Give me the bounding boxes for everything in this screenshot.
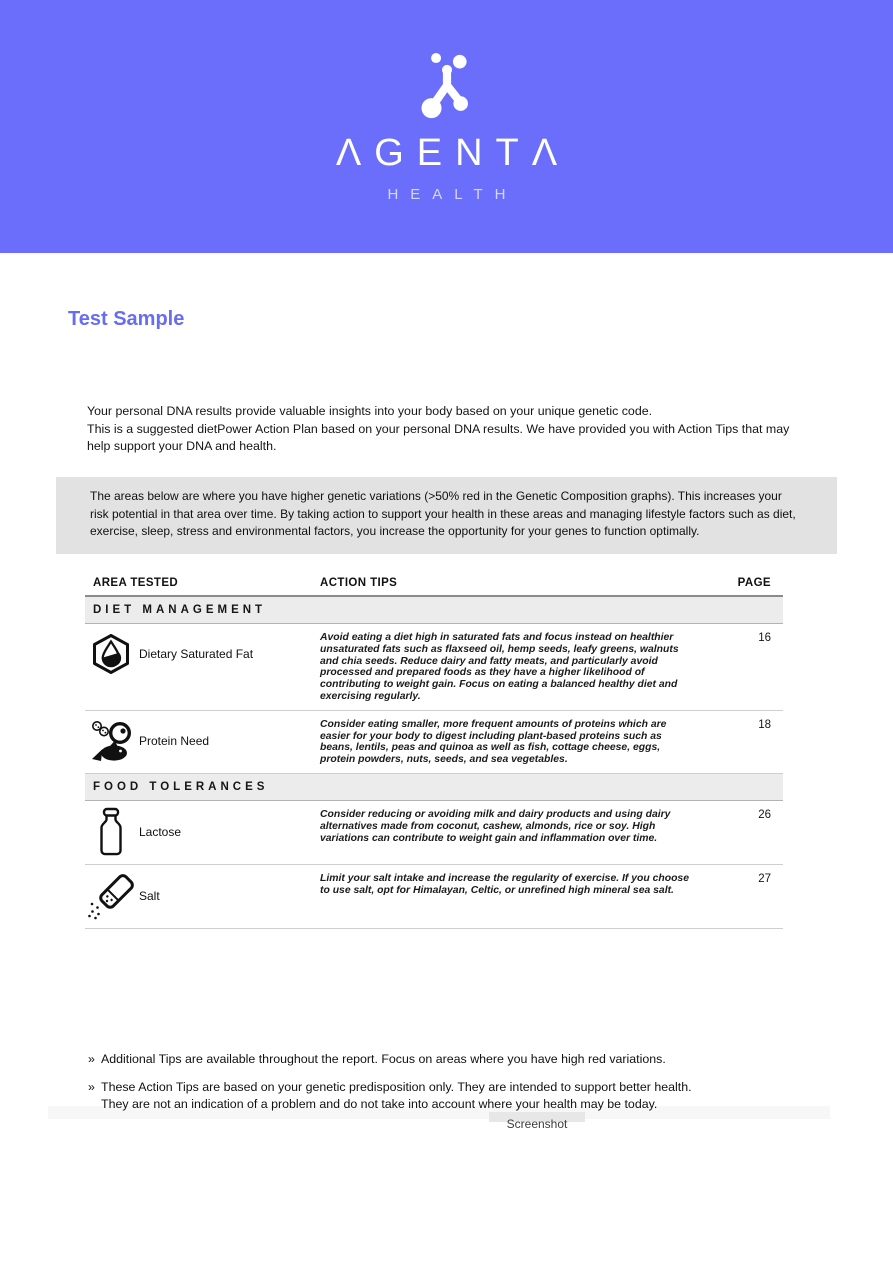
area-label: Lactose [139,824,182,839]
brand-header [0,0,893,253]
footnote-marker: » [88,1080,95,1094]
column-header-page: PAGE [737,577,771,589]
column-header-action-tips: ACTION TIPS [320,577,398,589]
area-tested-cell [85,807,320,857]
page-number: 27 [758,872,771,885]
action-tips-cell: Limit your salt intake and increase the regularity of exercise. If you choose to use salt, opt for Himalayan, Celtic, or unrefined high mineral sea salt. [320,872,689,896]
table-row [85,624,783,711]
page-cutoff-shadow [48,1106,830,1119]
intro-paragraphs [87,403,805,456]
table-row [85,711,783,774]
page-number: 26 [758,808,771,821]
info-callout: The areas below are where you have higher genetic variations (>50% red in the Genetic Composition graphs). This increases your risk potential in that area over time. By taking action to support your health in these areas and managing lifestyle factors such as diet, exercise, sleep, stress and environmental factors, you increase the opportunity for your genes to function optimally. [56,477,837,554]
footnote-marker: » [88,1052,95,1066]
table-header-row [85,577,783,597]
section-header: FOOD TOLERANCES [85,774,783,801]
protein-icon [85,718,137,764]
molecule-icon [404,48,490,130]
footnote-text: Additional Tips are available throughout the report. Focus on areas where you have high red variations. [101,1052,666,1066]
area-label: Protein Need [139,733,210,748]
page-number: 18 [758,718,771,731]
section-header: DIET MANAGEMENT [85,597,783,624]
footnote-text: These Action Tips are based on your genetic predisposition only. They are intended to support better health. They are not an indication of a problem and do not take into account where your health may be today. [101,1080,692,1111]
action-tips-cell: Avoid eating a diet high in saturated fats and focus instead on healthier unsaturated fats such as flaxseed oil, hemp seeds, leafy greens, walnuts and chia seeds. Reduce dairy and fatty meats, and particularly avoid processed and prepared foods as they have a higher likelihood of contributing to weight gain. Focus on eating a balanced healthy diet and exercising regularly. [320,632,679,702]
area-label: Salt [139,888,160,903]
page-number: 16 [758,632,771,644]
table-row [85,865,783,929]
area-tested-cell [85,871,320,921]
table-body [85,597,783,929]
area-tested-cell [85,717,320,765]
brand-subtitle: HEALTH [387,186,518,203]
intro-paragraph-1: Your personal DNA results provide valuable insights into your body based on your unique genetic code. [87,404,653,418]
area-tested-cell [85,630,320,678]
lactose-icon [85,807,137,857]
action-tips-table [85,577,783,929]
area-label: Dietary Saturated Fat [139,647,254,661]
footnote [88,1051,818,1068]
brand-lockup [0,48,893,203]
brand-name: ΛGENTΛ [335,132,571,174]
action-tips-cell: Consider reducing or avoiding milk and dairy products and using dairy alternatives made from coconut, cashew, almonds, rice or soy. High variations can contribute to weight gain and inflammation over time. [320,808,671,844]
action-tips-cell: Consider eating smaller, more frequent amounts of proteins which are easier for your body to digest including plant-based proteins such as beans, lentils, peas and quinoa as well as fish, cottage cheese, eggs, protein powders, nuts, seeds, and sea vegetables. [320,718,667,766]
salt-icon [85,871,137,921]
column-header-area-tested: AREA TESTED [93,577,179,589]
table-row [85,801,783,865]
screenshot-tooltip-label: Screenshot [506,1117,568,1131]
screenshot-tooltip[interactable] [489,1112,585,1131]
saturated-fat-icon [85,634,137,674]
intro-paragraph-2: This is a suggested dietPower Action Plan based on your personal DNA results. We have provided you with Action Tips that may help support your DNA and health. [87,421,790,454]
page-title: Test Sample [68,308,185,330]
